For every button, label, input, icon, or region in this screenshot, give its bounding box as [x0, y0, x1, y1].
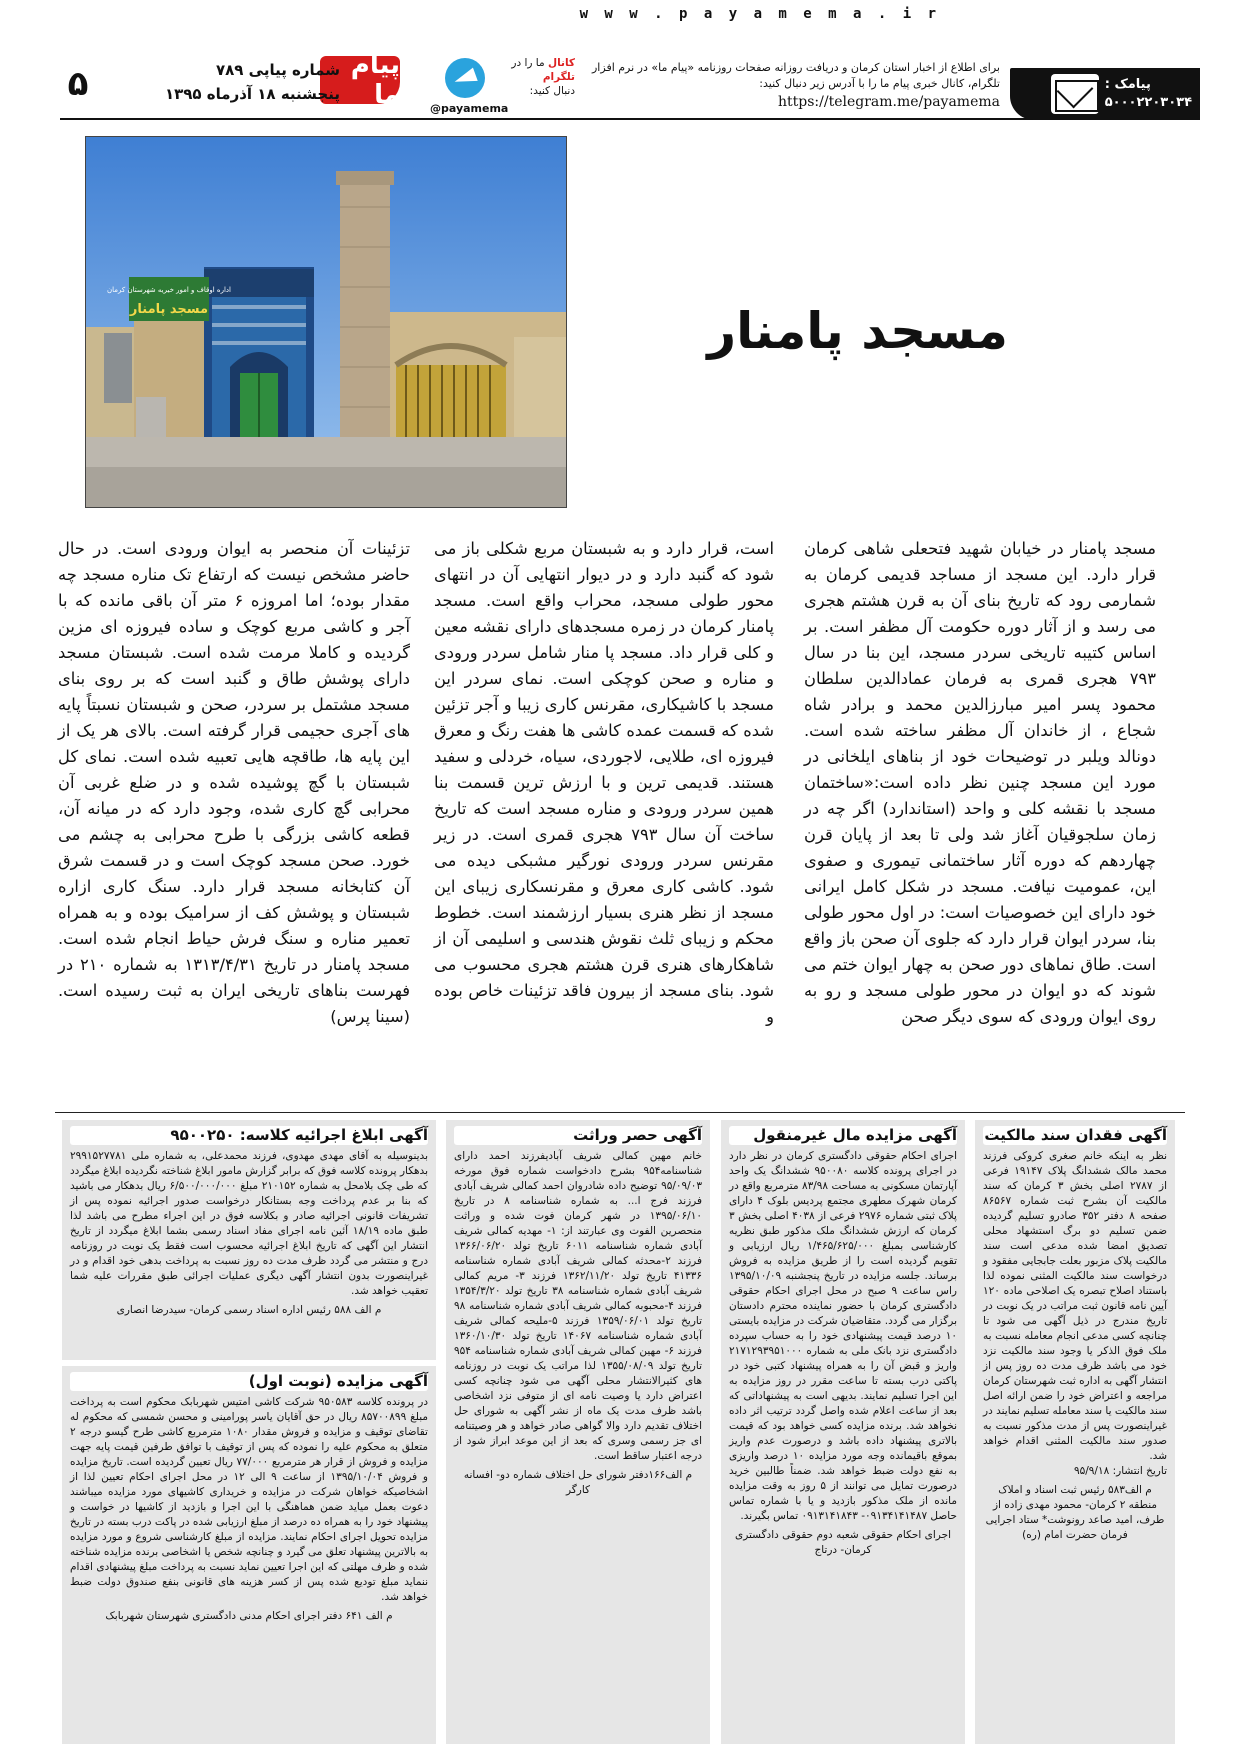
issue-date: پنجشنبه ۱۸ آذرماه ۱۳۹۵ — [164, 85, 340, 103]
telegram-icon[interactable] — [445, 58, 485, 98]
ad-title: آگهی حصر وراثت — [454, 1126, 702, 1145]
ad-footer: م الف۱۶۶دفتر شورای حل اختلاف شماره دو- افسانه کارگر — [463, 1469, 693, 1496]
sign-line-2: مسجد پامنار — [129, 302, 209, 317]
ad-body: بدینوسیله به آقای مهدی مهدوی، فرزند محمدعلی، به شماره ملی ۲۹۹۱۵۲۷۷۸۱ بدهکار پرونده کلاسه فوق که برابر گزارش مامور ابلاغ شناخته نگردیده ابلاغ میگردد که طی چک بلامحل به شماره ۲۱۰۱۵۲ مبلغ ۶/۵۰۰/۰۰۰/۰۰۰ ریال بدهکار می باشید که بنا بر عدم پرداخت وجه بستانکار درخواست صدور اجرائیه نموده پس از تشریفات قانونی اجرائیه صادر و بکلاسه فوق در این اجراء مطرح می باشد لذا طبق ماده ۱۸/۱۹ آئین نامه اجرای مفاد اسناد رسمی بشما ابلاغ میگردد از تاریخ انتشار این آگهی که تاریخ ابلاغ اجرائیه محسوب است فقط یک نوبت در روزنامه درج و منتشر می گردد ظرف مدت ده روز نسبت به پرداخت بدهی خود اقدام و در غیراینصورت بدون انتشار آگهی دیگری عملیات اجرائی طبق مقررات علیه شما تعقیب خواهد شد. — [70, 1150, 429, 1297]
ad-footer: م الف ۵۸۸ رئیس اداره اسناد رسمی کرمان- سیدرضا انصاری — [116, 1304, 382, 1316]
issue-info — [100, 58, 340, 106]
sms-block — [1010, 68, 1200, 120]
mosque-photo — [85, 136, 567, 508]
telegram-side-note — [493, 56, 575, 98]
envelope-phone-icon — [1051, 74, 1099, 114]
mosque-illustration — [85, 137, 566, 508]
telegram-info — [580, 60, 1000, 110]
ad-execution-notice — [62, 1120, 436, 1360]
tg-side-3: تلگرام — [542, 71, 575, 83]
page-number: ۵ — [67, 64, 89, 104]
tg-side-2: ما را در — [511, 57, 545, 69]
telegram-info-text: برای اطلاع از اخبار استان کرمان و دریافت روزانه صفحات روزنامه «پیام ما» در نرم افزار تلگرام، کانال خبری پیام ما را با آدرس زیر دنبال کنید: — [592, 61, 1000, 90]
tg-side-1: کانال — [547, 57, 575, 69]
ad-inheritance — [446, 1120, 710, 1744]
newspaper-logo: پیام ما — [320, 56, 400, 104]
ad-footer: م الف۵۸۳ رئیس ثبت اسناد و املاک منطقه ۲ کرمان- محمود مهدی زاده از طرف، امید صاعد رونوشت* ستاد اجرایی فرمان حضرت امام (ره) — [985, 1484, 1165, 1541]
ad-property-auction — [721, 1120, 965, 1744]
ad-date: تاریخ انتشار: ۹۵/۹/۱۸ — [1073, 1465, 1167, 1477]
tg-side-4: دنبال کنید: — [529, 85, 575, 97]
sms-text — [1105, 76, 1192, 112]
article-column-1: مسجد پامنار در خیابان شهید فتحعلی شاهی کرمان قرار دارد. این مسجد از مساجد قدیمی کرمان به شمارمی رود که تاریخ بنای آن به قرن هشتم هجری می رسد و از آثار دوره حکومت آل مظفر است. بر اساس کتیبه تاریخی سردر مسجد، این بنا در سال ۷۹۳ هجری قمری به فرمان عمادالدین سلطان محمود پسر امیر مبارزالدین محمد و برادر شاه شجاع ، از خاندان آل مظفر ساخته شده است. دونالد ویلبر در توضیحات خود از بناهای ایلخانی در مورد این مسجد چنین نظر داده است:«ساختمان مسجد با نقشه کلی و واحد (استاندارد) اگر چه در زمان سلجوقیان آغاز شد ولی تا بعد از پایان قرن چهاردهم که دوره آثار ساختمانی تیموری و صفوی این، عمومیت نیافت. مسجد در شکل کامل ایرانی خود دارای این خصوصیات است: در اول محور طولی بنا، سردر ایوان قرار دارد که جلوی آن صحن باز واقع است. طاق نماهای دور صحن به چهار ایوان ختم می شوند که دو ایوان در محور طولی مسجد و رو به روی ایوان ورودی که سوی دیگر صحن — [804, 539, 1156, 1026]
issue-number: شماره پیاپی ۷۸۹ — [215, 61, 340, 79]
site-url[interactable]: w w w . p a y a m e m a . i r — [579, 6, 940, 22]
telegram-logo[interactable] — [430, 58, 509, 115]
ad-auction-first-round — [62, 1366, 436, 1744]
ad-title: آگهی مزایده (نوبت اول) — [70, 1372, 428, 1391]
ad-footer: م الف ۶۴۱ دفتر اجرای احکام مدنی دادگستری شهرستان شهربابک — [105, 1610, 393, 1622]
ad-title: آگهی مزایده مال غیرمنقول — [729, 1126, 957, 1145]
article-column-2: است، قرار دارد و به شبستان مربع شکلی باز می شود که گنبد دارد و در دیوار انتهایی آن در انتهای محور طولی مسجد، محراب واقع است. مسجد پامنار کرمان در زمره مسجدهای دارای نقشه معین و کلی قرار داد. مسجد پا منار شامل سردر ورودی و مناره و صحن کوچکی است. نمای سردر این مسجد با کاشیکاری، مقرنس کاری زیبا و آجر تزئین شده که قسمت عمده کاشی ها هفت رنگ و معرق فیروزه ای، طلایی، لاجوردی، سیاه، خردلی و سفید هستند. قدیمی ترین و با ارزش ترین قسمت بنا همین سردر ورودی و مناره مسجد است که تاریخ ساخت آن سال ۷۹۳ هجری قمری است. در زیر مقرنس سردر ورودی نورگیر مشبکی دیده می شود. کاشی کاری معرق و مقرنسکاری زیبای این مسجد از نظر هنری بسیار ارزشمند است. خطوط محکم و زیبای ثلث نقوش هندسی و اسلیمی آن از شاهکارهای هنری قرن هشتم هجری محسوب می شود. بنای مسجد از بیرون فاقد تزئینات خاص بوده و — [434, 539, 774, 1026]
ad-title: آگهی فقدان سند مالکیت — [984, 1126, 1167, 1144]
ad-body: خانم مهین کمالی شریف آبادیفرزند احمد دارای شناسنامه۹۵۴ بشرح دادخواست شماره فوق مورخه ۹۵/۰۹/۰۳ توضیح داده شادروان احمد کمالی شریف آبادی فرزند فرج ا... به شماره شناسنامه ۸ در تاریخ ۱۳۹۵/۰۶/۱۰ در شهر کرمان فوت شده و وراثت منحصرین الفوت وی عبارتند از: ۱- مهدیه کمالی شریف آبادی شماره شناسنامه ۶۰۱۱ تاریخ تولد ۱۳۶۶/۰۶/۲۰ فرزند ۲-محدثه کمالی شریف آبادی شماره شناسنامه ۴۱۳۳۶ تاریخ تولد ۱۳۶۲/۱۱/۲۰ فرزند ۳- مریم کمالی شریف آبادی شماره شناسنامه ۳۸ تاریخ تولد ۱۳۵۴/۳/۲۰ فرزند ۴-محبوبه کمالی شریف آبادی شماره شناسنامه ۹۸ تاریخ تولد ۱۳۵۹/۰۶/۰۱ فرزند ۵-ملیحه کمالی شریف آبادی شماره شناسنامه ۱۴۰۶۷ تاریخ تولد ۱۳۶۰/۱۰/۳۰ فرزند ۶- مهین کمالی شریف آبادی شماره شناسنامه ۹۵۴ تاریخ تولد ۱۳۵۵/۰۸/۰۹ لذا مراتب یک نوبت در روزنامه های کثیرالانتشار محلی آگهی می شود چنانچه کسی اعتراض دارد یا وصیت نامه ای از متوفی نزد اشخاصی باشد ظرف مدت یک ماه از نشر آگهی به شورای حل اختلاف تقدیم دارد والا گواهی صادر خواهد و هر وصیتنامه ای جز رسمی وسری که بعد از این موعد ابراز شود از درجه اعتبار ساقط است. — [454, 1150, 703, 1462]
telegram-url[interactable]: https://telegram.me/payamema — [778, 94, 1000, 110]
sms-label: پیامک : — [1104, 77, 1151, 92]
section-divider — [55, 1112, 1185, 1113]
page-header — [60, 50, 1200, 120]
sign-line-1: اداره اوقاف و امور خیریه شهرستان کرمان — [107, 286, 231, 294]
telegram-handle[interactable]: @payamema — [430, 102, 509, 115]
ad-lost-deed — [975, 1120, 1175, 1744]
article-headline: مسجد پامنار — [707, 302, 1008, 360]
ad-title: آگهی ابلاغ اجرائیه کلاسه: ۹۵۰۰۲۵۰ — [70, 1126, 428, 1145]
ad-body: نظر به اینکه خانم صغری کروکی فرزند محمد مالک ششدانگ پلاک ۱۹۱۴۷ فرعی از ۲۷۸۷ اصلی بخش ۳ کرمان که سند مالکیت آن بشرح ثبت شماره ۸۶۵۶۷ صفحه ۸ دفتر ۳۵۲ صادرو تسلیم گردیده ضمن تسلیم دو برگ استشهاد محلی تصدیق امضا شده مدعی است سند مالکیت پلاک مزبور بعلت جابجایی مفقود و درخواست سند مالکیت المثنی نموده لذا باستناد اصلاح تبصره یک اصلاحی ماده ۱۲۰ آیین نامه قانون ثبت مراتب در یک نوبت در تاریخ مندرج در ذیل آگهی می شود تا چنانچه کسی مدعی انجام معامله نسبت به ملک فوق الذکر یا وجود سند مالکیت نزد خود می باشد ظرف مدت ده روز پس از انتشار آگهی به اداره ثبت شهرستان کرمان مراجعه و اعتراض خود را ضمن ارائه اصل سند مالکیت یا سند معامله تسلیم نمایند در غیراینصورت پس از مدت مذکور نسبت به صدور سند مالکیت المثنی اقدام خواهد شد. — [983, 1150, 1167, 1462]
ad-body: در پرونده کلاسه ۹۵۰۵۸۳ شرکت کاشی امتیس شهربابک محکوم است به پرداخت مبلغ ۸۵۷۰۰۸۹۹ ریال در حق آقایان یاسر پورامینی و محسن شمسی که محکوم له تقاضای توقیف و مزایده و فروش مقدار ۱۰۸۰ مترمربع کاشی طرح گیسو درجه ۲ متعلق به محکوم علیه را نموده که پس از توقیف با توافق طرفین قیمت پایه جهت مزایده و فروش از قرار هر مترمربع ۷۷/۰۰۰ ریال تعیین گردیده است. تاریخ مزایده و فروش ۱۳۹۵/۱۰/۰۴ از ساعت ۹ الی ۱۲ در محل اجرای احکام تعیین لذا از اشخاصیکه خواهان شرکت در مزایده و خریداری کاشیهای مورد مزایده میباشند دعوت بعمل میاید ضمن هماهنگی با این اجرا و بازدید از کاشیها در خواست و پیشنهاد خود را به همراه ده درصد از مبلغ ارزیابی شده در پاکت درب بسته در تاریخ مزایده تحویل اجرای احکام نمایند. مزایده از مبلغ کارشناسی شروع و مورد مزایده به بالاترین پیشنهاد تعلق می گیرد و چنانچه شخص یا اشخاصی برنده مزایده شناخته شده و ظرف مهلتی که این اجرا تعیین نماید نسبت به پرداخت مبلغ پیشنهادی اقدام ننماید مبلغ تودیع شده پس از کسر هزینه های قانونی بنفع صندوق دولت ضبط خواهد شد. — [70, 1396, 429, 1603]
article-column-3: تزئینات آن منحصر به ایوان ورودی است. در حال حاضر مشخص نیست که ارتفاع تک مناره مسجد چه مقدار بوده؛ اما امروزه ۶ متر آن باقی مانده که با آجر و کاشی مربع کوچک و ساده فیروزه ای مزین گردیده و کاملا مرمت شده است. شبستان مسجد دارای پوشش طاق و گنبد است که بر روی بنای مسجد مشتمل بر سردر، صحن و شبستان نسبتاً پایه های آجری حجیمی قرار گرفته است. بالای هر یک از این پایه ها، طاقچه هایی تعبیه شده است. نمای کل شبستان با گچ پوشیده شده و در ضلع غربی آن محرابی گچ کاری شده، وجود دارد که در میانه آن، قطعه کاشی بزرگی با طرح محرابی به چشم می خورد. صحن مسجد کوچک است و در قسمت شرق آن کتابخانه مسجد قرار دارد. سنگ کاری ازاره شبستان و پوشش کف از سرامیک بوده و به همراه تعمیر مناره و سنگ فرش حیاط انجام شده است. مسجد پامنار در تاریخ ۱۳۱۳/۴/۳۱ به شماره ۲۱۰ در فهرست بناهای تاریخی ایران به ثبت رسیده است. (سینا پرس) — [58, 539, 410, 1026]
sms-number: ۵۰۰۰۲۲۰۳۰۳۴ — [1104, 95, 1192, 110]
ad-body: اجرای احکام حقوقی دادگستری کرمان در نظر دارد در اجرای پرونده کلاسه ۹۵۰۰۸۰ ششدانگ یک واحد آپارتمان مسکونی به مساحت ۸۳/۹۸ مترمربع واقع در کرمان شهرک مطهری مجتمع پردیس بلوک ۴ دارای پلاک ثبتی شماره ۲۹۷۶ فرعی از ۴۰۳۸ اصلی بخش ۳ کرمان که ارزش ششدانگ ملک مذکور طبق نظریه کارشناسی بمبلغ ۱/۴۶۵/۶۲۵/۰۰۰ ریال ارزیابی و تقویم گردیده است را از طریق مزایده به فروش برساند. جلسه مزایده در تاریخ پنجشنبه ۱۳۹۵/۱۰/۰۹ راس ساعت ۹ صبح در محل اجرای احکام حقوقی دادگستری کرمان با حضور نماینده محترم دادستان برگزار می گردد. متقاضیان شرکت در مزایده بایستی ۱۰ درصد قیمت پیشنهادی خود را به حساب سپرده دادگستری نزد بانک ملی به شماره ۲۱۷۱۲۹۳۹۵۱۰۰۰ واریز و قبض آن را به همراه پیشنهاد کتبی خود در پاکتی درب بسته تا ساعت مقرر در روز مزایده به این اجرا تسلیم نمایند. بدیهی است به پیشنهاداتی که بعد از ساعت اعلام شده واصل گردد ترتیب اثر داده نخواهد شد. برنده مزایده کسی خواهد بود که قیمت بالاتری پیشنهاد داده باشد و درصورت عدم واریز بموقع باقیمانده وجه مورد مزایده ۱۰ درصد واریزی به نفع دولت ضبط خواهد شد. ضمناً طالبین خرید درصورت تمایل می توانند از ۵ روز به وقت مزایده مانده از ملک مذکور بازدید و یا با شماره تماس حاصل ۰۹۱۳۴۱۴۱۴۸۷- ۰۹۱۳۱۴۱۸۴۳ تماس بگیرند. — [729, 1150, 958, 1522]
ad-footer: اجرای احکام حقوقی شعبه دوم حقوقی دادگستری کرمان- درتاج — [735, 1529, 951, 1556]
